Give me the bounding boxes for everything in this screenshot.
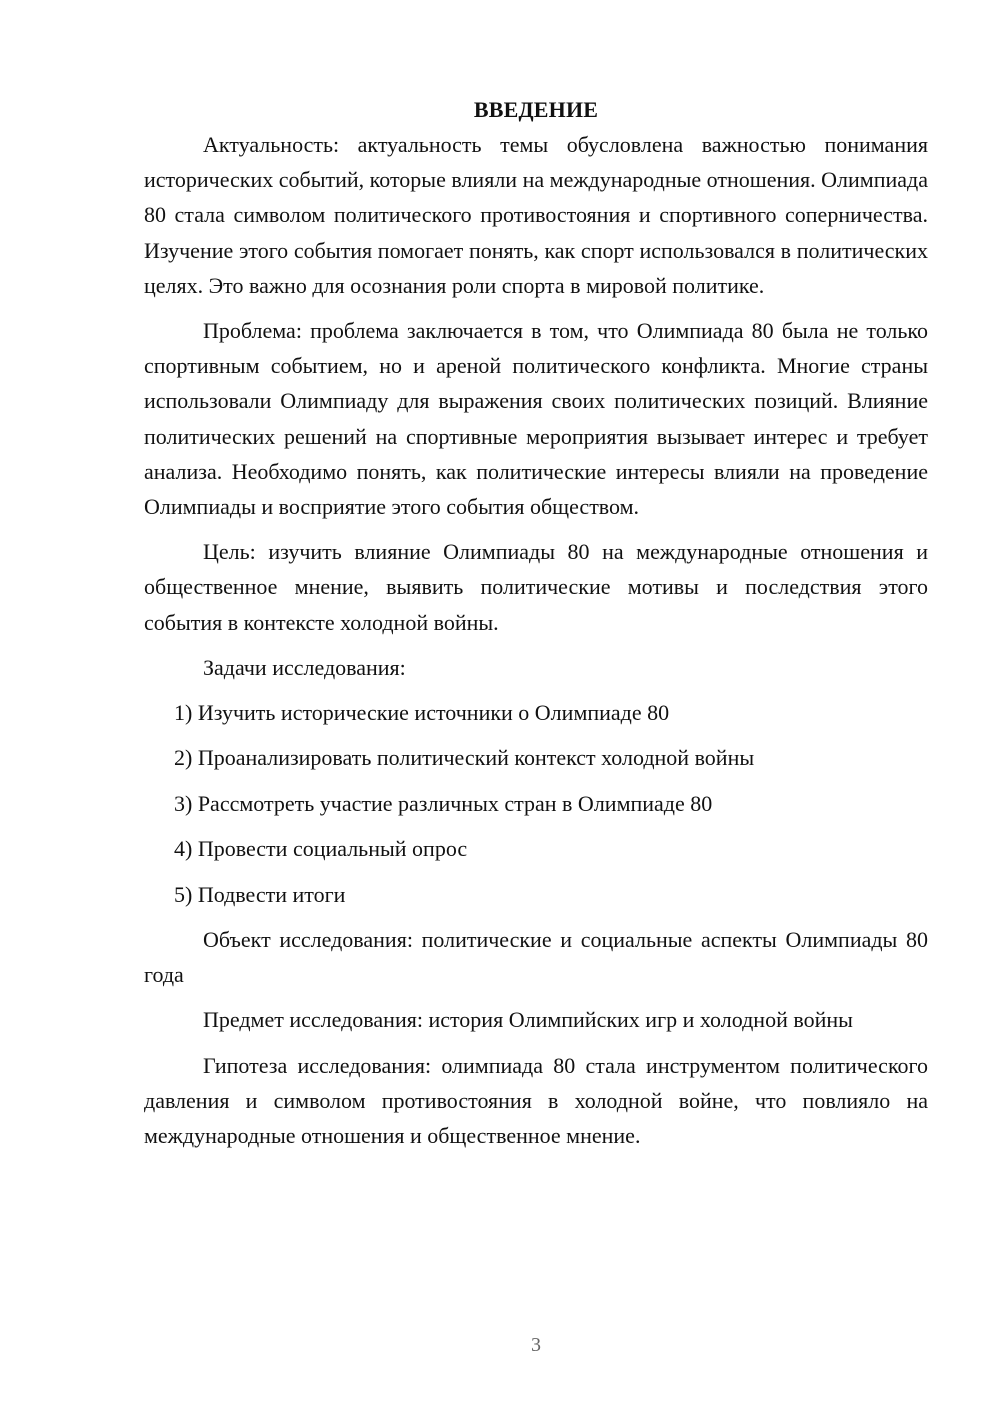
page-number: 3 — [531, 1334, 541, 1356]
list-item: 4) Провести социальный опрос — [174, 836, 468, 862]
tasks-heading: Задачи исследования: — [203, 654, 406, 680]
list-item: 2) Проанализировать политический контекст холодной войны — [174, 745, 755, 771]
paragraph-gap — [144, 1038, 928, 1048]
paragraph-gap — [144, 640, 928, 650]
page-title: ВВЕДЕНИЕ — [473, 97, 599, 122]
paragraph-relevance: Актуальность: актуальность темы обусловлена важностью понимания исторических событий, которые влияли на международные отношения. Олимпиада 80 стала символом политического противостояния и спортивного соперничества. Изучение этого события помогает понять, как спорт использовался в политических целях. Это важно для осознания роли спорта в мировой политике. — [144, 132, 928, 298]
paragraph-subject: Предмет исследования: история Олимпийских игр и холодной войны — [203, 1007, 853, 1033]
paragraph-problem: Проблема: проблема заключается в том, что Олимпиада 80 была не только спортивным событием, но и ареной политического конфликта. Многие страны использовали Олимпиаду для выражения своих политических позиций. Влияние политических решений на спортивные мероприятия вызывает интерес и требует анализа. Необходимо понять, как политические интересы влияли на проведение Олимпиады и восприятие этого события обществом. — [144, 318, 928, 520]
list-item: 3) Рассмотреть участие различных стран в Олимпиаде 80 — [174, 790, 713, 816]
tasks-list — [144, 695, 928, 912]
list-item: 1) Изучить исторические источники о Олимпиаде 80 — [174, 700, 670, 726]
paragraph-gap — [144, 303, 928, 313]
paragraph-hypothesis: Гипотеза исследования: олимпиада 80 стала инструментом политического давления и символом противостояния в холодной войне, что повлияло на международные отношения и общественное мнение. — [144, 1052, 928, 1149]
paragraph-object: Объект исследования: политические и социальные аспекты Олимпиады 80 года — [144, 927, 928, 988]
document-page — [144, 92, 928, 1153]
paragraph-gap — [144, 992, 928, 1002]
paragraph-goal: Цель: изучить влияние Олимпиады 80 на международные отношения и общественное мнение, выявить политические мотивы и последствия этого события в контексте холодной войны. — [144, 539, 928, 635]
list-item: 5) Подвести итоги — [174, 881, 346, 907]
paragraph-gap — [144, 524, 928, 534]
